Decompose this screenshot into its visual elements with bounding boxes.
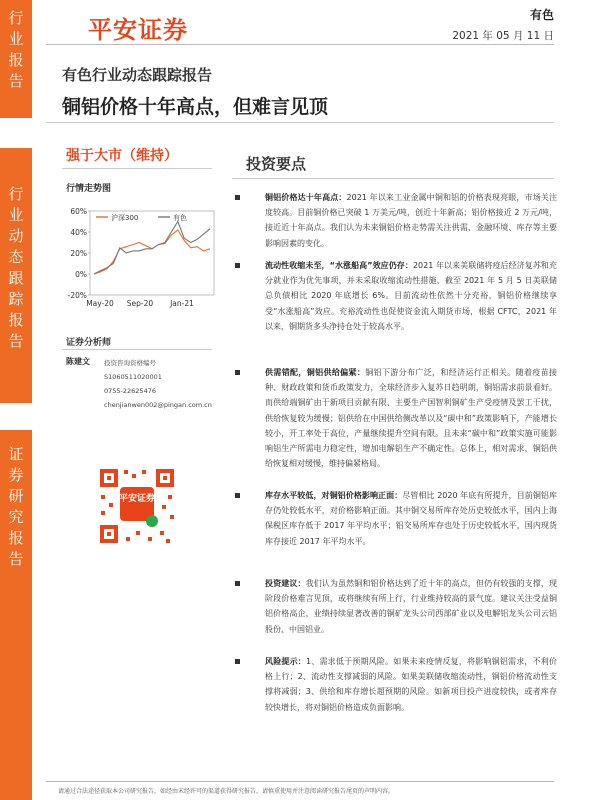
y-tick-label: 60% <box>70 207 87 216</box>
chart-plot-frame <box>90 211 214 295</box>
key-point-lead: 投资建议： <box>265 579 306 588</box>
sector-tag: 有色 <box>529 8 554 22</box>
analyst-heading: 证券分析师 <box>66 338 112 348</box>
sidebar-label: 行业报告 <box>8 9 24 90</box>
analyst-detail-line: 0755-22625476 <box>104 387 156 395</box>
sidebar-block-report-type <box>0 0 32 118</box>
key-point-text: 尽管相比 2020 年底有所提升，目前铜铝库存仍处较低水平，对价格影响正面。其中铜交易所库存处历史较低水平，国内上海保税区库存低于 2017 年平均水平；铝交易所库存也处于历史较低水平，国内现货库存接近 2017 年平均水平。 <box>265 491 557 546</box>
bullet-icon <box>235 263 240 268</box>
analyst-detail-line: 投资咨询资格编号 <box>104 359 156 367</box>
bullet-icon <box>235 581 240 586</box>
key-point <box>232 654 557 715</box>
section-title: 投资要点 <box>246 155 307 173</box>
qr-code <box>96 465 178 547</box>
x-tick-label: May-20 <box>86 299 114 308</box>
bullet-icon <box>235 195 240 200</box>
key-point-text: 2021 年以来工业金属中铜和铝的价格表现亮眼，市场关注度较高。目前铜价格已突破 1 万美元/吨，创近十年新高；铝价格接近 2 万元/吨，接近近十年高点。我们认为未来铜铝价格走势需关注供需、金融环境、库存等主要影响因素的变化。 <box>265 193 557 248</box>
key-point <box>232 365 557 471</box>
key-point <box>232 190 557 251</box>
x-tick-label: Jan-21 <box>170 299 194 308</box>
y-tick-label: -20% <box>67 291 87 300</box>
analyst-details <box>104 356 212 412</box>
header-divider <box>46 44 554 45</box>
analyst-detail-line: S1060511020001 <box>104 373 162 381</box>
sidebar-block-research <box>0 430 32 800</box>
analyst-name: 陈建文 <box>66 357 90 366</box>
legend-label: 有色 <box>173 214 187 222</box>
key-point-lead: 流动性收缩未至，“水涨船高”效应仍存： <box>265 261 413 270</box>
key-point <box>232 258 557 334</box>
key-point <box>232 576 557 637</box>
key-point <box>232 488 557 549</box>
rating-divider <box>62 168 212 169</box>
series-line-沪深300 <box>94 230 210 274</box>
key-point-text: 我们认为虽然铜和铝价格达到了近十年的高点，但仍有较强的支撑，现阶段价格难言见顶，或将继续有所上行，行业维持较高的景气度。建议关注受益铜铝价格高企，业绩持续显著改善的铜矿龙头公司西部矿业以及电解铝龙头公司云铝股份、中国铝业。 <box>265 579 558 634</box>
key-point-lead: 供需错配，铜铝供给偏紧： <box>265 368 366 377</box>
bullet-icon <box>235 370 240 375</box>
sidebar-block-report-subtype <box>0 148 32 403</box>
rating-label: 强于大市（维持） <box>66 148 178 164</box>
report-subtitle: 有色行业动态跟踪报告 <box>62 66 213 84</box>
key-point-text: 铜铝下游分布广泛，和经济运行正相关。随着疫苗接种、财政政策和货币政策发力，全球经济步入复苏日趋明朗，铜铝需求前景看好。而供给端铜矿由于新项目贡献有限、主要生产国智利铜矿生产受疫情及罢工干扰，供给恢复较为缓慢；铝供给在中国供给侧改革以及“碳中和”政策影响下，产能增长较小，开工率处于高位，产量继续提升空间有限。且未来“碳中和”政策实施可能影响铝生产所需电力稳定性，增加电解铝生产不确定性。总体上，相对需求，铜铝供给恢复相对缓慢，维持偏紧格局。 <box>265 368 557 469</box>
analyst-divider <box>62 349 212 350</box>
sidebar-label: 证券研究报告 <box>8 445 24 568</box>
chart-title: 行情走势图 <box>66 184 112 194</box>
key-point-text: 2021 年以来美联储将疫后经济复苏和充分就业作为优先事项，并未采取收缩流动性措施，截至 2021 年 5 月 5 日美联储总负债相比 2020 年底增长 6%。目前流动性依然十分充裕，铜铝价格继续享受“水涨船高”效应。充裕流动性也促使资金流入期货市场，根据 CFTC，2021 年以来，铜期货多头净持仓处于较高水平。 <box>265 261 558 331</box>
y-tick-label: 20% <box>70 249 87 258</box>
key-point-lead: 库存水平较低，对铜铝价格影响正面： <box>265 491 403 500</box>
section-divider <box>232 178 554 179</box>
brand-logo: 平安证券 <box>88 16 188 44</box>
y-tick-label: 40% <box>70 228 87 237</box>
analyst-detail-line: chenjianwen002@pingan.com.cn <box>104 401 212 409</box>
legend-label: 沪深300 <box>111 214 139 222</box>
bullet-icon <box>235 659 240 664</box>
report-title: 铜铝价格十年高点，但难言见顶 <box>62 96 329 118</box>
key-point-text: 1、需求低于预期风险。如果未来疫情反复，将影响铜铝需求，不利价格上行；2、流动性支撑减弱的风险。如果美联储收缩流动性，铜铝价格流动性支撑将减弱；3、供给和库存增长超预期的风险。如新项目投产进度较快，或者库存较快增长，将对铜铝价格造成负面影响。 <box>265 657 558 712</box>
footer-divider <box>46 781 554 782</box>
sidebar-label: 行业动态跟踪报告 <box>8 185 24 350</box>
y-tick-label: 0% <box>75 270 87 279</box>
bullet-icon <box>235 493 240 498</box>
report-date: 2021 年 05 月 11 日 <box>452 30 554 42</box>
x-tick-label: Sep-20 <box>126 299 154 308</box>
price-trend-chart <box>62 195 222 315</box>
footer-disclaimer: 请通过合法途径获取本公司研究报告，如经由未经许可的渠道获得研究报告，请慎重使用并注意阅读研究报告尾页的声明内容。 <box>58 788 395 795</box>
qr-center-label: 平安证券 <box>118 494 156 504</box>
key-point-lead: 铜铝价格达十年高点： <box>265 193 347 202</box>
key-point-lead: 风险提示： <box>265 657 306 666</box>
title-divider <box>46 122 554 123</box>
